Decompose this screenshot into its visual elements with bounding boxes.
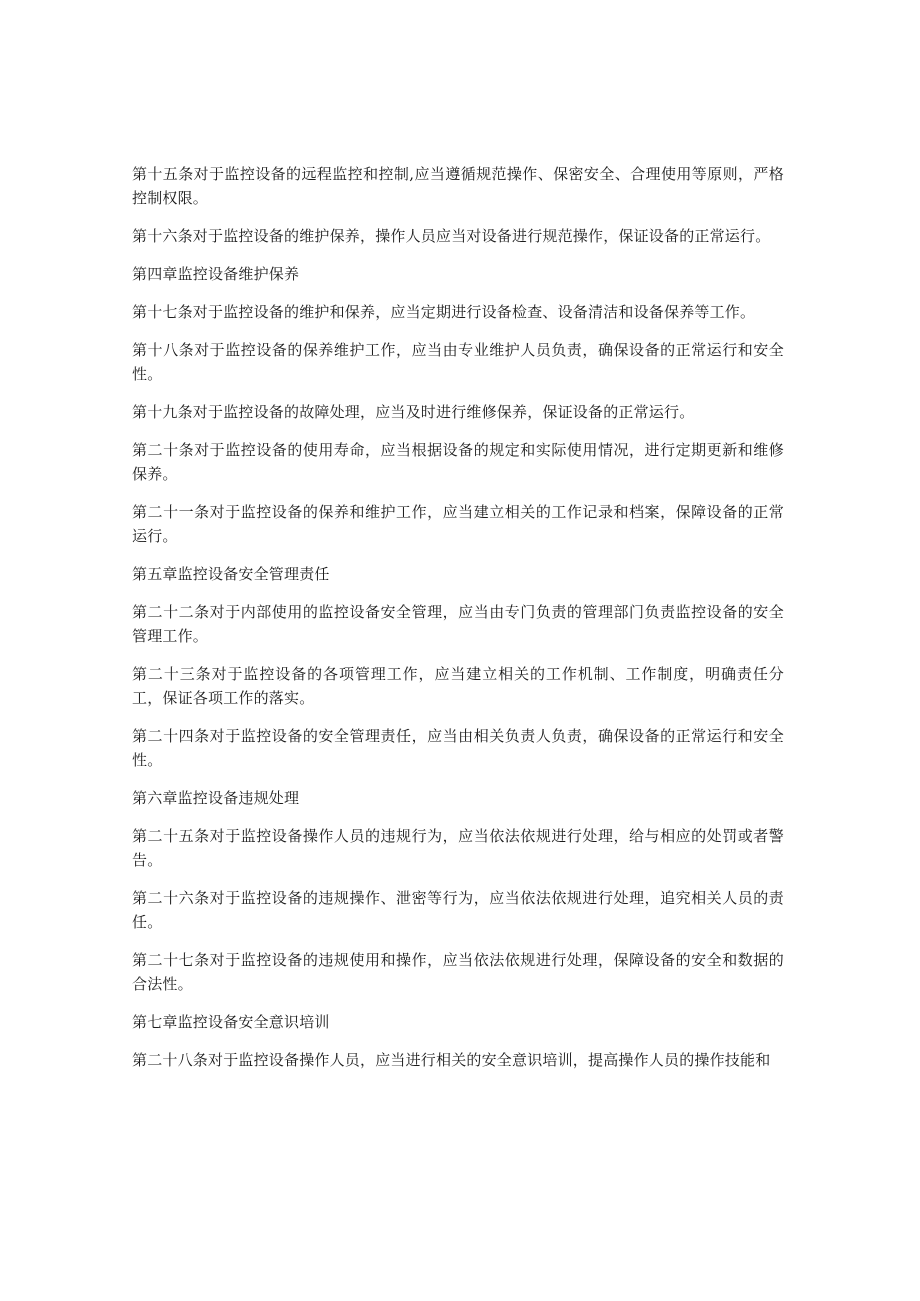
paragraph-article-21: 第二十一条对于监控设备的保养和维护工作，应当建立相关的工作记录和档案，保障设备的正常运行。: [132, 503, 784, 545]
paragraph-article-15: 第十五条对于监控设备的远程监控和控制,应当遵循规范操作、保密安全、合理使用等原则，严格控制权限。: [132, 165, 784, 207]
chapter-heading-6: 第六章监控设备违规处理: [132, 789, 300, 807]
paragraph-article-23: 第二十三条对于监控设备的各项管理工作，应当建立相关的工作机制、工作制度，明确责任分工，保证各项工作的落实。: [132, 665, 784, 707]
paragraph-article-22: 第二十二条对于内部使用的监控设备安全管理，应当由专门负责的管理部门负责监控设备的安全管理工作。: [132, 603, 784, 645]
chapter-heading-5: 第五章监控设备安全管理责任: [132, 565, 330, 583]
paragraph-article-27: 第二十七条对于监控设备的违规使用和操作，应当依法依规进行处理，保障设备的安全和数据的合法性。: [132, 951, 784, 993]
paragraph-article-17: 第十七条对于监控设备的维护和保养，应当定期进行设备检查、设备清洁和设备保养等工作。: [132, 303, 756, 321]
paragraph-article-19: 第十九条对于监控设备的故障处理，应当及时进行维修保养，保证设备的正常运行。: [132, 403, 695, 421]
chapter-heading-4: 第四章监控设备维护保养: [132, 265, 300, 283]
paragraph-article-20: 第二十条对于监控设备的使用寿命，应当根据设备的规定和实际使用情况，进行定期更新和维修保养。: [132, 441, 784, 483]
paragraph-article-26: 第二十六条对于监控设备的违规操作、泄密等行为，应当依法依规进行处理，追究相关人员的责任。: [132, 889, 784, 931]
document-body: [132, 162, 784, 1086]
chapter-heading-7: 第七章监控设备安全意识培训: [132, 1013, 330, 1031]
paragraph-article-25: 第二十五条对于监控设备操作人员的违规行为，应当依法依规进行处理，给与相应的处罚或者警告。: [132, 827, 784, 869]
paragraph-article-24: 第二十四条对于监控设备的安全管理责任，应当由相关负责人负责，确保设备的正常运行和安全性。: [132, 727, 784, 769]
paragraph-article-16: 第十六条对于监控设备的维护保养，操作人员应当对设备进行规范操作，保证设备的正常运行。: [132, 227, 771, 245]
paragraph-article-28: 第二十八条对于监控设备操作人员，应当进行相关的安全意识培训，提高操作人员的操作技能和: [132, 1051, 771, 1069]
paragraph-article-18: 第十八条对于监控设备的保养维护工作，应当由专业维护人员负责，确保设备的正常运行和安全性。: [132, 341, 784, 383]
